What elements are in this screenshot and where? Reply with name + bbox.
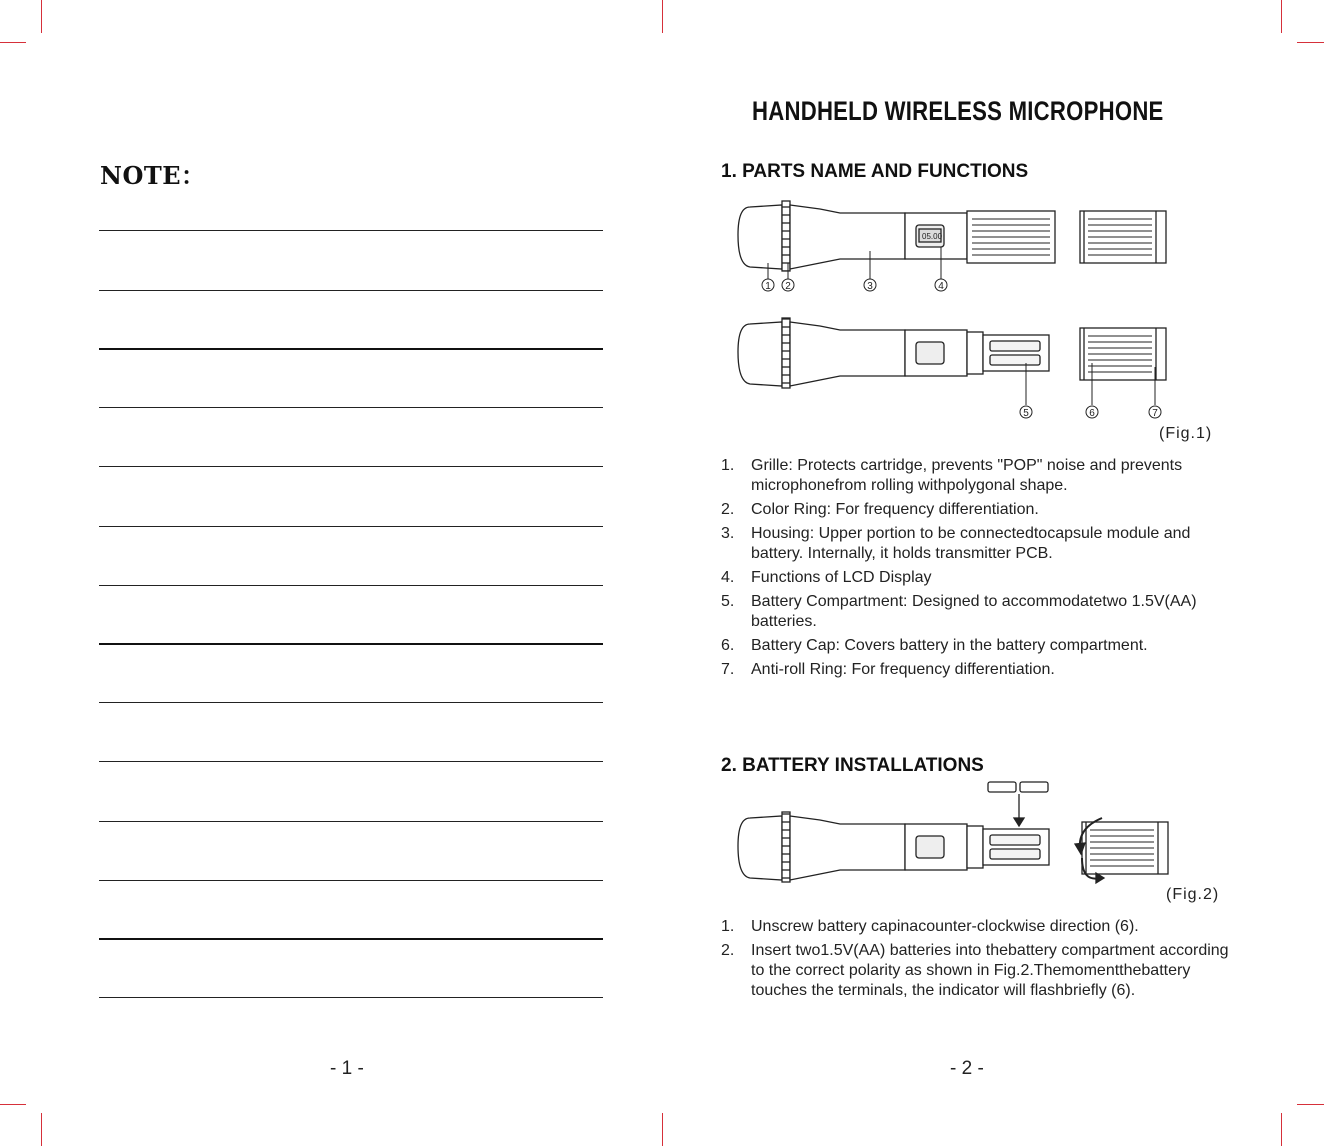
list-item: 4. Functions of LCD Display <box>721 569 932 586</box>
callout-3: 3 <box>867 281 873 292</box>
callout-4: 4 <box>938 281 944 292</box>
battery-steps-list <box>721 917 1236 1005</box>
callout-6: 6 <box>1089 408 1095 419</box>
note-line <box>99 761 603 762</box>
note-line <box>99 643 603 645</box>
page-number-left: - 1 - <box>330 1058 364 1079</box>
note-line <box>99 585 603 586</box>
note-line <box>99 880 603 881</box>
list-item: 3. Housing: Upper portion to be connectedtocapsule module and battery. Internally, it holds transmitter PCB. <box>721 525 1191 562</box>
callout-5: 5 <box>1023 408 1029 419</box>
callouts-bottom <box>1020 406 1161 419</box>
section-heading-parts: 1. PARTS NAME AND FUNCTIONS <box>721 161 1029 182</box>
figure-1-microphone-parts <box>730 195 1230 425</box>
callout-7: 7 <box>1152 408 1158 419</box>
note-line <box>99 526 603 527</box>
list-item: 1. Unscrew battery capinacounter-clockwise direction (6). <box>721 918 1139 935</box>
page-title: HANDHELD WIRELESS MICROPHONE <box>752 96 1164 126</box>
figure-2-battery-installation <box>730 778 1230 888</box>
list-item: 2. Insert two1.5V(AA) batteries into thebattery compartment according to the correct polarity as shown in Fig.2.Themomentthebattery touches the terminals, the indicator will flashbriefly (6). <box>721 942 1229 999</box>
note-line <box>99 348 603 350</box>
note-title: NOTE： <box>100 161 206 190</box>
list-item: 1. Grille: Protects cartridge, prevents "POP" noise and prevents microphonefrom rolling withpolygonal shape. <box>721 457 1183 494</box>
page-number-right: - 2 - <box>950 1058 984 1079</box>
note-line <box>99 997 603 998</box>
callout-2: 2 <box>785 281 791 292</box>
note-line <box>99 938 603 940</box>
mic-open-illustration <box>738 318 1166 405</box>
callout-1: 1 <box>765 281 771 292</box>
list-item: 5. Battery Compartment: Designed to accommodatetwo 1.5V(AA) batteries. <box>721 593 1197 630</box>
battery-icon <box>988 782 1016 792</box>
section-heading-battery: 2. BATTERY INSTALLATIONS <box>721 755 984 776</box>
battery-icon <box>1020 782 1048 792</box>
figure-1-caption: (Fig.1) <box>1159 425 1213 442</box>
note-line <box>99 290 603 291</box>
parts-list <box>721 456 1236 684</box>
list-item: 7. Anti-roll Ring: For frequency differentiation. <box>721 661 1055 678</box>
note-line <box>99 702 603 703</box>
list-item: 6. Battery Cap: Covers battery in the battery compartment. <box>721 637 1148 654</box>
note-line <box>99 821 603 822</box>
note-line <box>99 466 603 467</box>
lcd-readout: 05.00 <box>922 232 943 241</box>
mic-top-illustration <box>738 201 1166 279</box>
figure-2-caption: (Fig.2) <box>1166 886 1220 903</box>
note-line <box>99 407 603 408</box>
callouts-top <box>762 279 947 292</box>
note-line <box>99 230 603 231</box>
list-item: 2. Color Ring: For frequency differentiation. <box>721 501 1039 518</box>
